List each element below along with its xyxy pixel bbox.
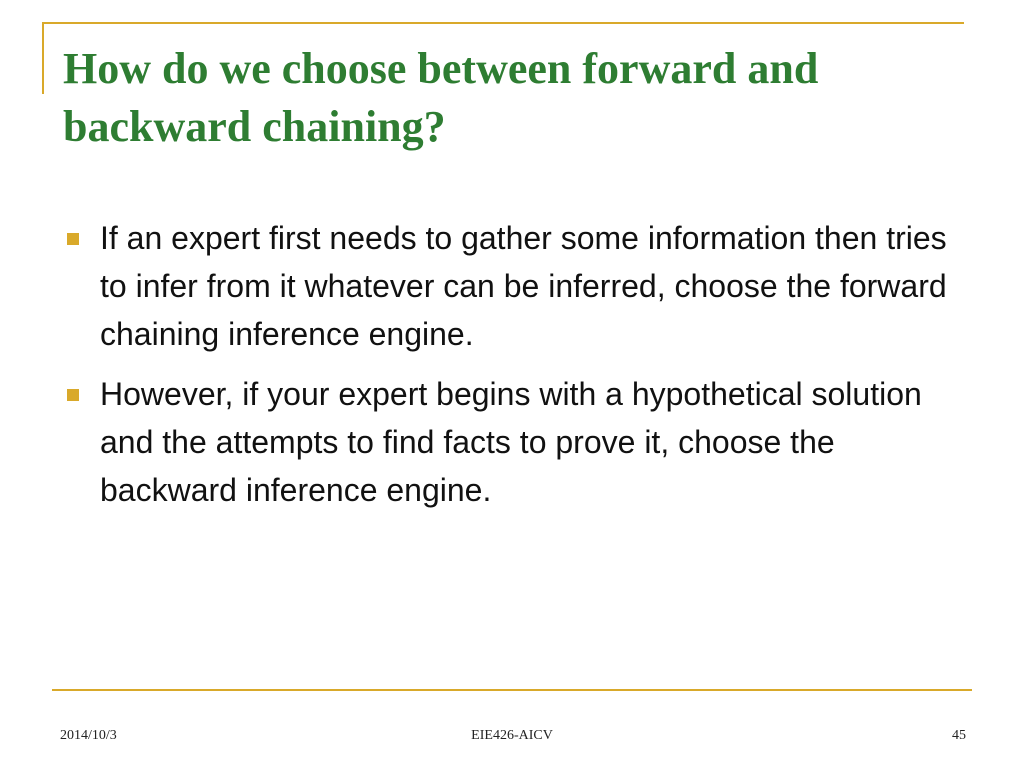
footer-page-number: 45 <box>952 728 966 743</box>
square-bullet-icon <box>67 389 79 401</box>
bullet-item <box>63 370 963 514</box>
slide-title: How do we choose between forward and backward chaining? <box>63 44 819 151</box>
footer-divider <box>52 689 972 691</box>
left-accent-line <box>42 22 44 94</box>
footer-date: 2014/10/3 <box>60 728 117 743</box>
bullet-item <box>63 214 963 358</box>
bullet-text: If an expert first needs to gather some information then tries to infer from it whatever can be inferred, choose the forward chaining inference engine. <box>100 220 947 352</box>
footer-course: EIE426-AICV <box>471 728 553 743</box>
square-bullet-icon <box>67 233 79 245</box>
top-accent-line <box>42 22 964 24</box>
bullet-list <box>63 214 963 526</box>
bullet-text: However, if your expert begins with a hypothetical solution and the attempts to find facts to prove it, choose the backward inference engine. <box>100 376 922 508</box>
